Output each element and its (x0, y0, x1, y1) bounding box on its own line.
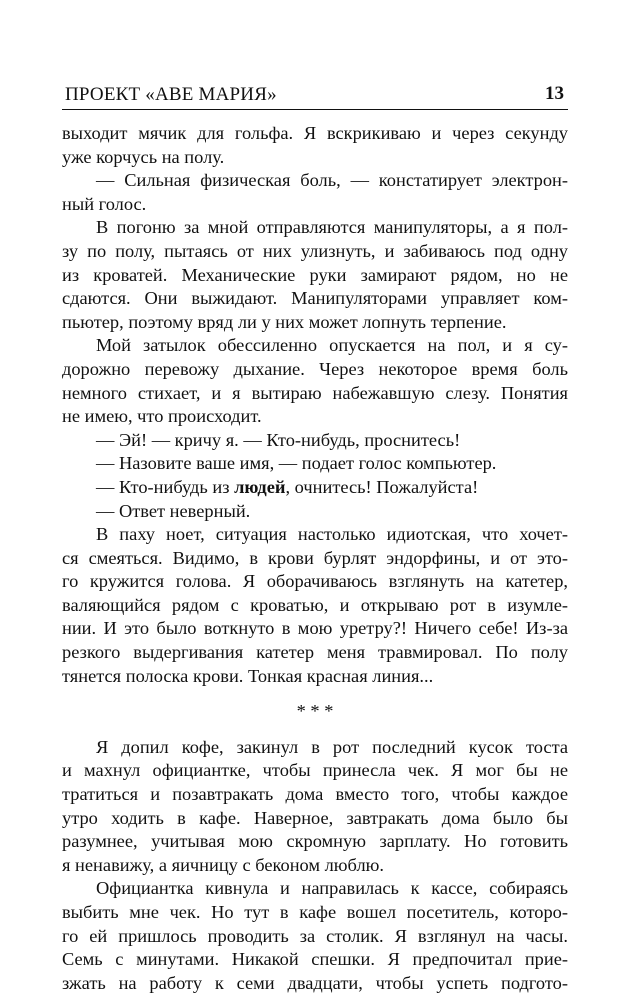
text-line: я ненавижу, а яичницу с беконом люблю. (62, 854, 384, 875)
page-header (62, 80, 568, 110)
text-line: утро ходить в кафе. Наверное, завтракать дома было бы (62, 807, 568, 828)
text-line: В погоню за мной отправляются манипуляторы, а я пол- (96, 217, 568, 238)
text-line: дорожно перевожу дыхание. Через некоторое время боль (62, 358, 568, 379)
text-line: сдаются. Они выжидают. Манипуляторами управляет ком- (62, 288, 568, 309)
text-line: не имею, что происходит. (62, 406, 262, 427)
book-page (62, 0, 568, 1000)
text-fragment: , очнитесь! Пожалуйста! (285, 476, 479, 497)
text-line: нии. И это было воткнуто в мою уретру?! Ничего себе! Из-за (62, 618, 568, 639)
text-line: зжать на работу к семи двадцати, чтобы успеть подгото- (62, 972, 568, 993)
section-gap (62, 688, 568, 700)
text-line: ный голос. (62, 193, 147, 214)
text-line: и махнул официантке, чтобы принесла чек. Я мог бы не (62, 760, 568, 781)
text-line: пьютер, поэтому вряд ли у них может лопнуть терпение. (62, 311, 507, 332)
text-line: выходит мячик для гольфа. Я вскрикиваю и через секунду (62, 123, 568, 143)
text-line: — Эй! — кричу я. — Кто-нибудь, проснитесь! (96, 429, 461, 450)
text-line: немного стихает, и я вытираю набежавшую слезу. Понятия (62, 382, 568, 403)
page-number: 13 (545, 83, 564, 104)
text-line: — Ответ неверный. (96, 500, 251, 521)
text-line: выбить мне чек. Но тут в кафе вошел посетитель, которо- (62, 902, 568, 922)
section-gap (62, 724, 568, 736)
text-line: — Сильная физическая боль, — констатирует электрон- (96, 170, 568, 191)
text-fragment: — Кто-нибудь из (96, 476, 235, 497)
text-line: Мой затылок обессиленно опускается на пол, и я су- (96, 335, 568, 356)
text-line: го ей пришлось проводить за столик. Я взглянул на часы. (62, 925, 568, 946)
text-line: ся смеяться. Видимо, в крови бурлят эндорфины, и от это- (62, 547, 568, 568)
text-line: Официантка кивнула и направилась к кассе, собираясь (96, 878, 568, 899)
text-line (62, 476, 568, 500)
text-line: — Назовите ваше имя, — подает голос компьютер. (96, 453, 497, 474)
section-separator: * * * (296, 701, 334, 722)
text-line: валяющийся рядом с кроватью, и открываю рот в изумле- (62, 594, 568, 615)
text-line: зу по полу, пытаясь от них улизнуть, и забиваюсь под одну (62, 240, 568, 261)
text-line: го кружится голова. Я оборачиваюсь взглянуть на катетер, (62, 571, 568, 592)
text-line: резкого выдергивания катетер меня травмировал. По полу (62, 642, 568, 663)
text-line: Семь с минутами. Никакой спешки. Я предпочитал прие- (62, 949, 568, 970)
text-line: уже корчусь на полу. (62, 146, 225, 167)
text-line: тратиться и позавтракать дома вместо того, чтобы каждое (62, 784, 568, 805)
body-text (62, 122, 568, 995)
bold-word: людей (234, 476, 286, 497)
text-line: Я допил кофе, закинул в рот последний кусок тоста (96, 736, 568, 757)
text-line: В паху ноет, ситуация настолько идиотская, что хочет- (96, 524, 568, 545)
text-line: из кроватей. Механические руки замирают рядом, но не (62, 264, 568, 285)
running-title: ПРОЕКТ «АВЕ МАРИЯ» (65, 84, 277, 105)
text-line: тянется полоска крови. Тонкая красная линия... (62, 665, 434, 686)
text-line: разумнее, учитывая мою скромную зарплату. Но готовить (62, 831, 568, 852)
